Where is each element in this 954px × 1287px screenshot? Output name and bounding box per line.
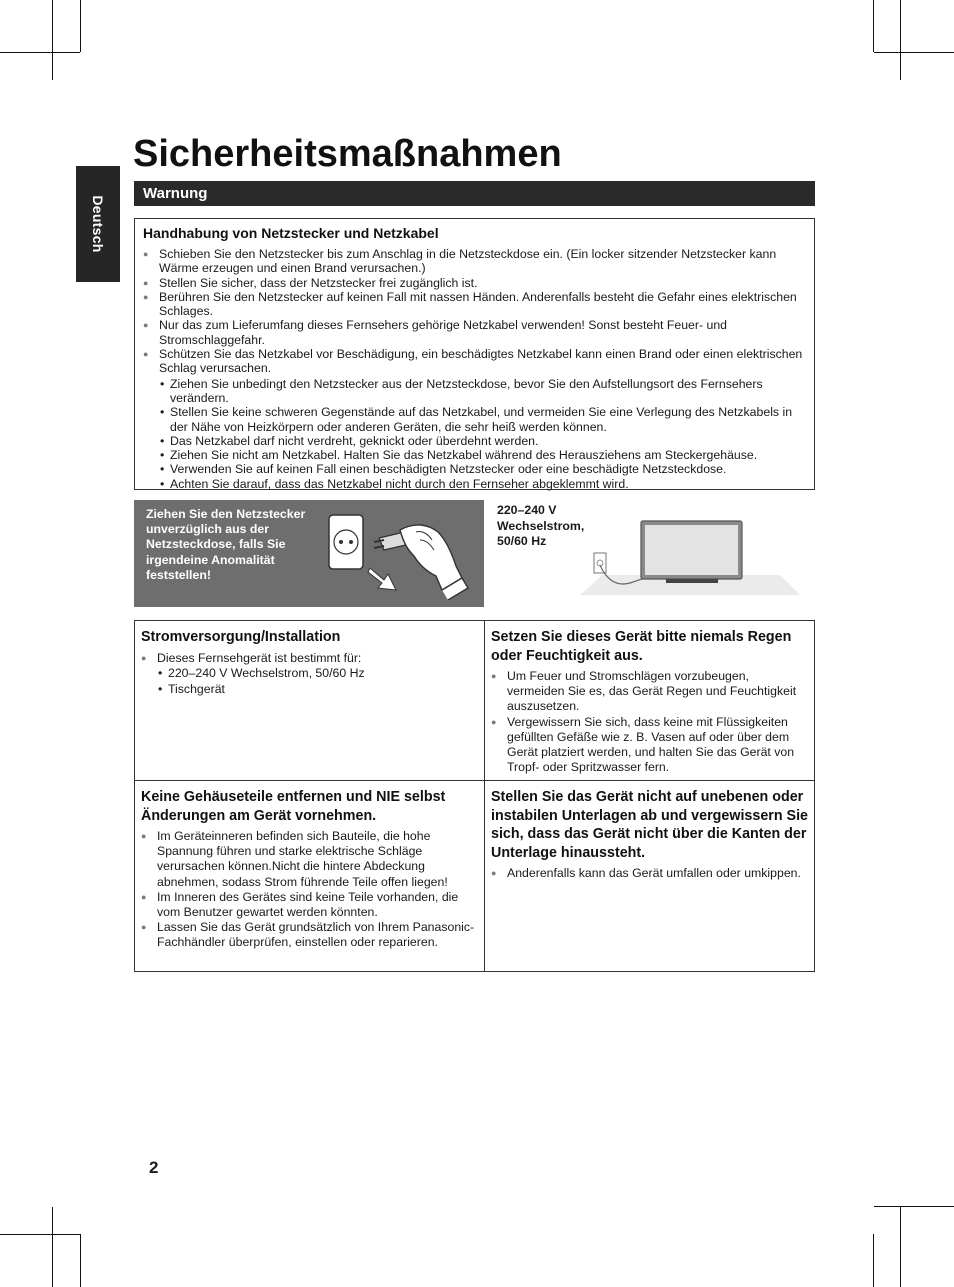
page-title: Sicherheitsmaßnahmen [133, 133, 562, 175]
crop-mark [900, 0, 901, 80]
crop-mark [874, 52, 954, 53]
list-item: ● Schützen Sie das Netzkabel vor Beschädigung, ein beschädigtes Netzkabel kann einen Brand oder einen elektrischen Schlag verursachen. [143, 347, 806, 376]
list-item: ● Dieses Fernsehgerät ist bestimmt für: [141, 651, 478, 666]
crop-mark [873, 0, 874, 52]
handling-list [143, 247, 806, 376]
list-item: ● Nur das zum Lieferumfang dieses Fernsehers gehörige Netzkabel verwenden! Sonst besteht Feuer- und Stromschlaggefahr. [143, 318, 806, 347]
safety-grid [134, 620, 815, 972]
handling-sublist [159, 377, 806, 491]
list-item: ● Lassen Sie das Gerät grundsätzlich von Ihrem Panasonic-Fachhändler überprüfen, einstellen oder reparieren. [141, 920, 478, 950]
surface-list [491, 866, 808, 881]
crop-mark [52, 1207, 53, 1287]
surface-cell [485, 781, 814, 971]
unplug-illustration [324, 510, 474, 600]
cabinet-heading: Keine Gehäuseteile entfernen und NIE selbst Änderungen am Gerät vornehmen. [141, 789, 446, 824]
plug-cable-handling-box [134, 218, 815, 490]
page-number: 2 [149, 1158, 159, 1177]
list-item: ● Im Inneren des Gerätes sind keine Teile vorhanden, die vom Benutzer gewartet werden könnten. [141, 890, 478, 920]
power-outlet-icon [329, 515, 363, 569]
crop-mark [0, 1234, 80, 1235]
rain-heading: Setzen Sie dieses Gerät bitte niemals Regen oder Feuchtigkeit aus. [491, 629, 792, 664]
list-subitem: • Verwenden Sie auf keinen Fall einen beschädigten Netzstecker oder eine beschädigte Netzsteckdose. [159, 462, 806, 476]
wall-outlet-icon [594, 553, 606, 573]
list-subitem: • 220–240 V Wechselstrom, 50/60 Hz [157, 666, 478, 682]
surface-heading: Stellen Sie das Gerät nicht auf unebenen oder instabilen Unterlagen ab und vergewissern Sie sich, dass das Gerät nicht über die Kanten der Unterlage hinaussteht. [491, 789, 809, 861]
list-item: ● Vergewissern Sie sich, dass keine mit Flüssigkeiten gefüllten Gefäße wie z. B. Vasen auf oder über dem Gerät platziert werden, und halten Sie das Gerät von Tropf- oder Spritzwasser fern. [491, 715, 808, 776]
cabinet-cell [135, 781, 485, 971]
crop-mark [873, 1234, 874, 1287]
power-supply-heading: Stromversorgung/Installation [141, 629, 341, 645]
language-tab [76, 166, 120, 282]
language-tab-label: Deutsch [90, 195, 106, 253]
list-item: ● Anderenfalls kann das Gerät umfallen oder umkippen. [491, 866, 808, 881]
rain-moisture-cell [485, 621, 814, 781]
warning-bar-label: Warnung [143, 185, 208, 202]
crop-mark [80, 1234, 81, 1287]
handling-heading: Handhabung von Netzstecker und Netzkabel [143, 225, 439, 241]
list-subitem: • Stellen Sie keine schweren Gegenstände auf das Netzkabel, und vermeiden Sie eine Verlegung des Netzkabels in der Nähe von Heizkörpern oder anderen Geräten, die sehr heiß werden können. [159, 405, 806, 434]
anomaly-warning-text: Ziehen Sie den Netzstecker unverzüglich aus der Netzsteckdose, falls Sie irgendeine Anomalität feststellen! [146, 507, 306, 582]
cabinet-list [141, 829, 478, 951]
rain-list [491, 669, 808, 775]
power-supply-sublist [157, 666, 478, 698]
power-supply-cell [135, 621, 485, 781]
list-subitem: • Ziehen Sie unbedingt den Netzstecker aus der Netzsteckdose, bevor Sie den Aufstellungsort des Fernsehers verändern. [159, 377, 806, 406]
list-subitem: • Das Netzkabel darf nicht verdreht, geknickt oder überdehnt werden. [159, 434, 806, 448]
crop-mark [0, 52, 80, 53]
list-item: ● Berühren Sie den Netzstecker auf keinen Fall mit nassen Händen. Anderenfalls besteht die Gefahr eines elektrischen Schlages. [143, 290, 806, 319]
power-spec-label: 220–240 V Wechselstrom, 50/60 Hz [497, 503, 585, 548]
crop-mark [52, 0, 53, 80]
power-supply-list [141, 651, 478, 666]
list-subitem: • Achten Sie darauf, dass das Netzkabel nicht durch den Fernseher abgeklemmt wird. [159, 477, 806, 491]
anomaly-warning-panel [134, 500, 484, 607]
list-item: ● Um Feuer und Stromschlägen vorzubeugen, vermeiden Sie es, das Gerät Regen und Feuchtigkeit auszusetzen. [491, 669, 808, 715]
crop-mark [900, 1207, 901, 1287]
crop-mark [874, 1206, 954, 1207]
list-subitem: • Ziehen Sie nicht am Netzkabel. Halten Sie das Netzkabel während des Herausziehens am Steckergehäuse. [159, 448, 806, 462]
list-subitem: • Tischgerät [157, 682, 478, 698]
list-item: ● Stellen Sie sicher, dass der Netzstecker frei zugänglich ist. [143, 276, 806, 290]
tv-illustration [580, 515, 804, 597]
crop-mark [80, 0, 81, 52]
warning-bar [134, 181, 815, 206]
list-item: ● Im Geräteinneren befinden sich Bauteile, die hohe Spannung führen und starke elektrische Schläge verursachen können.Nicht die hintere Abdeckung abnehmen, sodass Strom führende Teile offen liegen! [141, 829, 478, 890]
pull-arrow-icon [368, 568, 396, 590]
list-item: ● Schieben Sie den Netzstecker bis zum Anschlag in die Netzsteckdose ein. (Ein locker sitzender Netzstecker kann Wärme erzeugen und einen Brand verursachen.) [143, 247, 806, 276]
